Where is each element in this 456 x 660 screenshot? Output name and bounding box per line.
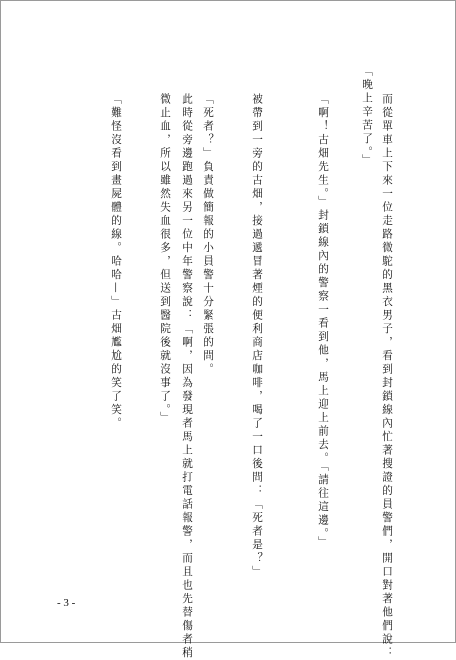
paragraph-column-9: 「難怪沒看到畫屍體的線。哈哈—」古畑尷尬的笑了笑。: [110, 93, 122, 431]
paragraph-column-8: 微止血，所以雖然失血很多，但送到醫院後就沒事了。」: [159, 93, 171, 426]
paragraph-column-6: 「死者？」負責做簡報的小員警十分緊張的問。: [202, 93, 214, 377]
paragraph-column-2: 「晚上辛苦了。」: [361, 65, 373, 168]
paragraph-column-7: 此時從旁邊跑過來另一位中年警察說：「啊，因為發現者馬上就打電話報警，而且也先替傷者稍: [181, 93, 193, 660]
page-number: - 3 -: [57, 597, 76, 609]
paragraph-column-1: 而從單車上下來一位走路微駝的黑衣男子，看到封鎖線內忙著搜證的員警們，開口對著他們說：: [381, 93, 393, 660]
paragraph-column-3: 「啊！古畑先生。」封鎖線內的警察一看到他，馬上迎上前去。「請往這邊。」: [317, 93, 329, 550]
paragraph-column-5: 被帶到一旁的古畑，接過遞冒著煙的便利商店咖啡，喝了一口後問：「死者是？」: [251, 93, 263, 579]
